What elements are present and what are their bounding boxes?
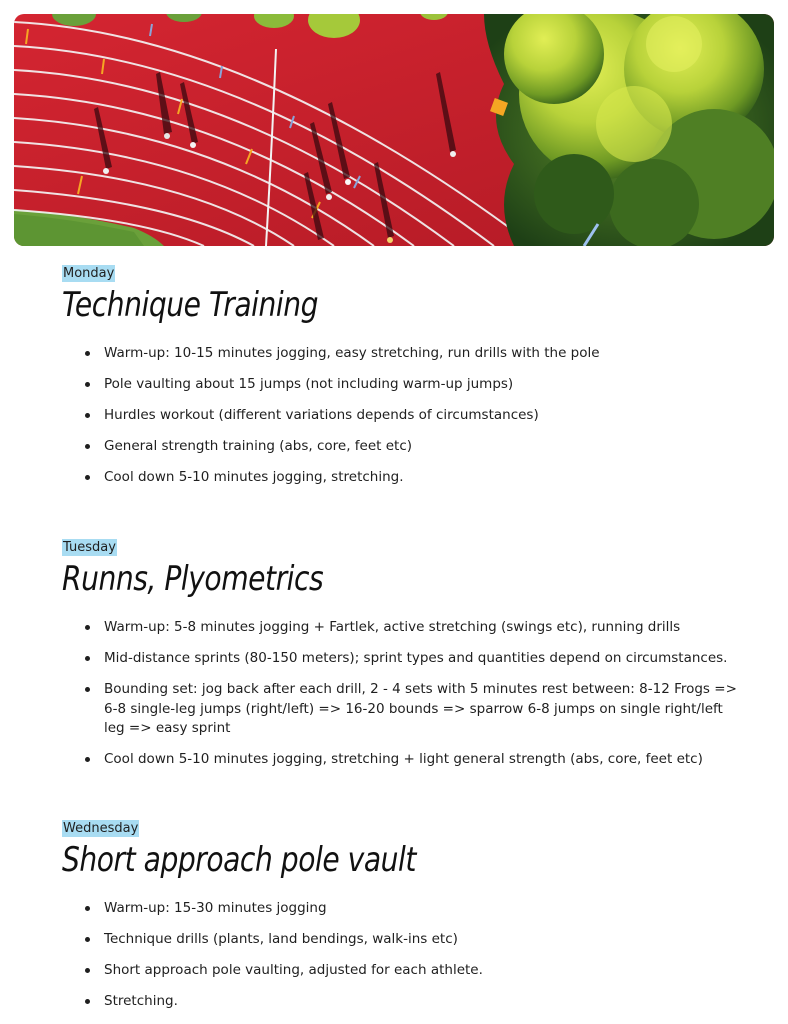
list-item: Cool down 5-10 minutes jogging, stretching. bbox=[82, 468, 742, 488]
section-tuesday bbox=[62, 536, 742, 781]
list-item: Bounding set: jog back after each drill, 2 - 4 sets with 5 minutes rest between: 8-12 Frogs => 6-8 single-leg jumps (right/left) => 16-20 bounds => sparrow 6-8 jumps on single right/left leg => easy sprint bbox=[82, 680, 742, 739]
list-item: Warm-up: 15-30 minutes jogging bbox=[82, 899, 742, 919]
hero-image bbox=[14, 14, 774, 246]
list-item: Warm-up: 5-8 minutes jogging + Fartlek, active stretching (swings etc), running drills bbox=[82, 618, 742, 638]
day-label: Wednesday bbox=[63, 821, 139, 836]
section-title: Runns, Plyometrics bbox=[62, 559, 324, 599]
list-item: Hurdles workout (different variations depends of circumstances) bbox=[82, 406, 742, 426]
section-monday bbox=[62, 262, 742, 499]
item-list bbox=[62, 618, 742, 770]
list-item: Cool down 5-10 minutes jogging, stretching + light general strength (abs, core, feet etc) bbox=[82, 750, 742, 770]
list-item: Mid-distance sprints (80-150 meters); sprint types and quantities depend on circumstances. bbox=[82, 649, 742, 669]
item-list bbox=[62, 344, 742, 488]
section-wednesday bbox=[62, 817, 742, 1023]
list-item: Warm-up: 10-15 minutes jogging, easy stretching, run drills with the pole bbox=[82, 344, 742, 364]
list-item: Short approach pole vaulting, adjusted for each athlete. bbox=[82, 961, 742, 981]
list-item: Technique drills (plants, land bendings, walk-ins etc) bbox=[82, 930, 742, 950]
day-label: Tuesday bbox=[63, 540, 116, 555]
list-item: Pole vaulting about 15 jumps (not including warm-up jumps) bbox=[82, 375, 742, 395]
day-label: Monday bbox=[63, 266, 115, 281]
list-item: Stretching. bbox=[82, 992, 742, 1012]
list-item: General strength training (abs, core, feet etc) bbox=[82, 437, 742, 457]
item-list bbox=[62, 899, 742, 1012]
running-track-photo bbox=[14, 14, 774, 246]
section-title: Technique Training bbox=[62, 285, 319, 325]
section-title: Short approach pole vault bbox=[62, 840, 416, 880]
